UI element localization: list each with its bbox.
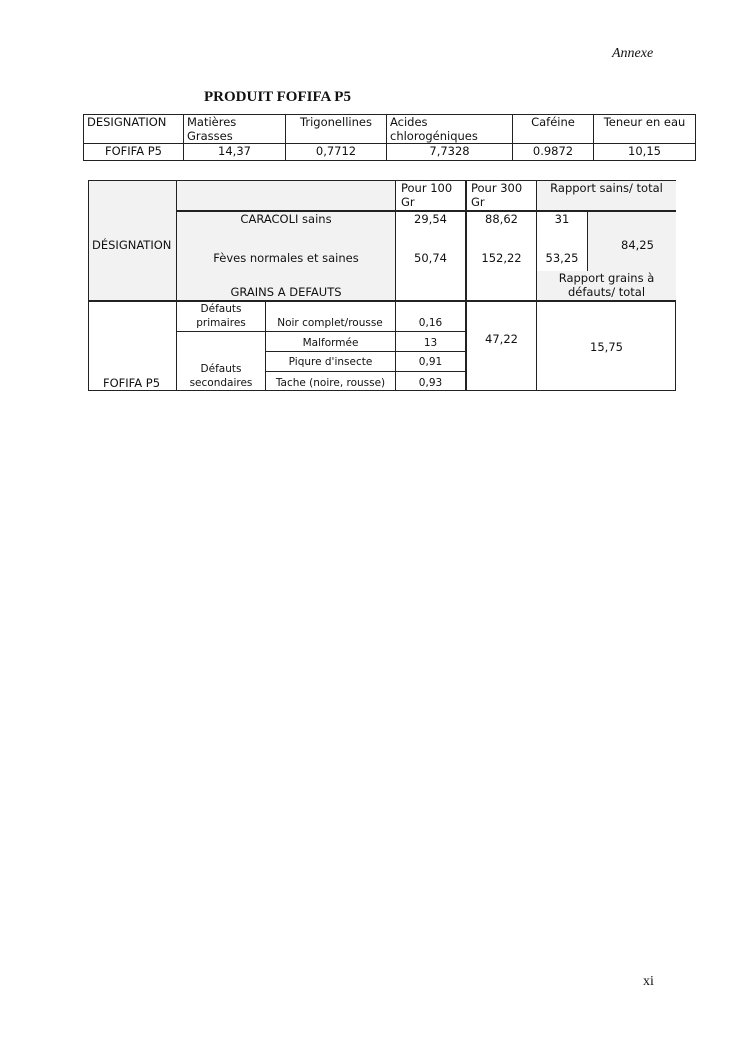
cell-designation: FOFIFA P5 <box>84 144 184 161</box>
feves-ratio: 53,25 <box>545 251 579 265</box>
pour-100-header: Pour 100 Gr <box>401 181 453 209</box>
col-cafeine: Caféine <box>513 115 594 144</box>
cell-matieres-grasses: 14,37 <box>184 144 286 161</box>
cell-teneur-eau: 10,15 <box>594 144 696 161</box>
grains-defauts-label: GRAINS A DEFAUTS <box>230 285 342 299</box>
piqure-label: Piqure d'insecte <box>288 356 373 368</box>
grains-table <box>88 180 676 391</box>
page-number: xi <box>643 974 654 989</box>
pour-300-header: Pour 300 Gr <box>471 181 523 209</box>
col-designation: DESIGNATION <box>84 115 184 144</box>
cell-trigonellines: 0,7712 <box>286 144 387 161</box>
rapport-sains-header: Rapport sains/ total <box>550 181 663 195</box>
malformee-label: Malformée <box>302 337 359 349</box>
col-teneur-eau: Teneur en eau <box>594 115 696 144</box>
col-matieres-grasses: Matières Grasses <box>184 115 286 144</box>
defauts-300-value: 47,22 <box>485 332 518 346</box>
tache-label: Tache (noire, rousse) <box>275 377 386 389</box>
sains-total-value: 84,25 <box>621 238 654 252</box>
caracoli-ratio: 31 <box>554 212 570 226</box>
noir-value: 0,16 <box>418 317 443 329</box>
designation-label: DÉSIGNATION <box>92 238 172 252</box>
cell-acides: 7,7328 <box>387 144 513 161</box>
defauts-ratio-value: 15,75 <box>590 340 623 354</box>
caracoli-300: 88,62 <box>485 212 518 226</box>
caracoli-100: 29,54 <box>414 212 447 226</box>
col-acides: Acides chlorogéniques <box>387 115 513 144</box>
feves-300: 152,22 <box>481 251 522 265</box>
product-label: FOFIFA P5 <box>103 376 161 390</box>
composition-header-row <box>84 115 696 144</box>
cell-cafeine: 0.9872 <box>513 144 594 161</box>
table-row <box>84 144 696 161</box>
feves-100: 50,74 <box>414 251 447 265</box>
col-trigonellines: Trigonellines <box>286 115 387 144</box>
defauts-primaires-label: Défauts primaires <box>196 303 246 329</box>
defauts-secondaires-label: Défauts secondaires <box>189 363 253 389</box>
caracoli-label: CARACOLI sains <box>240 212 332 226</box>
page-title: PRODUIT FOFIFA P5 <box>204 89 351 105</box>
noir-label: Noir complet/rousse <box>277 317 383 329</box>
piqure-value: 0,91 <box>418 356 443 368</box>
header-bg <box>177 181 395 301</box>
feves-label: Fèves normales et saines <box>213 251 359 265</box>
tache-value: 0,93 <box>418 377 443 389</box>
running-header: Annexe <box>612 46 654 61</box>
composition-table <box>83 114 696 161</box>
rapport-defauts-header: Rapport grains à défauts/ total <box>558 271 655 299</box>
malformee-value: 13 <box>423 337 438 349</box>
